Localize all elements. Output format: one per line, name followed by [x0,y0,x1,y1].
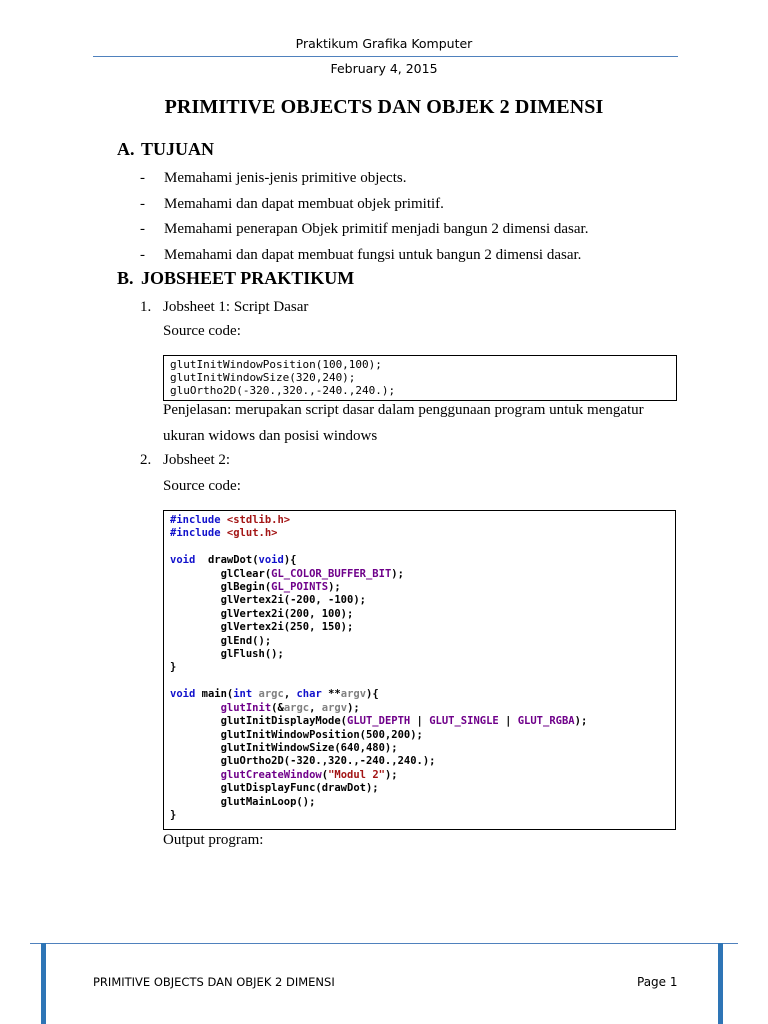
list-item [140,194,588,220]
code-line [170,715,669,728]
footer-left-bar [41,943,46,1024]
code-token [170,769,221,781]
code-token: GL_COLOR_BUFFER_BIT [271,567,392,580]
code-block-2 [163,510,676,830]
section-a-letter: A. [117,139,135,159]
code-line [170,608,669,621]
bullet-marker: - [140,221,145,237]
code-token: #include [170,527,227,540]
footer-right-bar [718,943,723,1024]
code-token: "Modul 2" [328,768,385,781]
code-token: ); [328,581,341,594]
code-token: glFlush(); [170,648,284,661]
code-token: glutCreateWindow [220,768,322,781]
code-token: glutDisplayFunc(drawDot); [170,782,379,795]
jobsheet2-title: Jobsheet 2: [163,452,231,468]
code-token: ); [384,768,398,781]
code-line [170,742,669,755]
code-token: main( [195,688,234,701]
code-token: gluOrtho2D(-320.,320.,-240.,240.); [170,755,436,768]
jobsheet1-explanation-line2: ukuran widows dan posisi windows [163,428,378,444]
code-token: glutInit [220,701,272,714]
code-token: , [309,701,322,714]
code-line [170,796,669,809]
jobsheet1-number: 1. [140,299,152,315]
list-item [140,245,588,271]
code-token: GLUT_DEPTH [347,715,411,728]
objective-text: Memahami dan dapat membuat objek primitif. [164,195,444,212]
code-token: argv [321,701,348,714]
jobsheet2-output-label: Output program: [163,832,264,848]
objective-text: Memahami jenis-jenis primitive objects. [164,170,407,186]
code-token: glutInitDisplayMode( [170,715,348,728]
objective-text: Memahami dan dapat membuat fungsi untuk bangun 2 dimensi dasar. [164,246,582,263]
bullet-marker: - [140,195,145,212]
code-line [170,782,669,795]
code-token: ( [321,768,329,781]
code-line [170,755,669,768]
code-token: ) [283,554,291,567]
code-token: | [410,715,430,728]
footer-rule [30,943,738,944]
code-token: glutMainLoop(); [170,795,316,808]
code-token: GLUT_SINGLE [429,715,499,728]
code-token: argc [283,701,310,714]
code-line [170,527,669,540]
list-item [140,168,588,194]
code-token: glClear( [170,567,272,580]
code-token: argc [258,688,284,701]
code-token: (& [271,701,284,714]
code-line: gluOrtho2D(-320.,320.,-240.,240.); [170,384,396,397]
jobsheet1-source-label: Source code: [163,323,241,339]
code-token: int [233,688,253,701]
code-line [170,581,669,594]
code-line [170,769,669,782]
code-token: GL_POINTS [271,581,329,594]
code-line [170,541,669,554]
code-line [170,554,669,567]
code-token: ** [321,688,341,701]
code-token: glutInitWindowSize(640,480); [170,741,398,754]
jobsheet1-explanation-line1: Penjelasan: merupakan script dasar dalam penggunaan program untuk mengatur [163,402,644,418]
objectives-list [140,168,588,270]
objective-text: Memahami penerapan Objek primitif menjadi bangun 2 dimensi dasar. [164,221,589,237]
code-token: { [290,554,297,567]
page-number: Page 1 [637,975,678,989]
section-b-letter: B. [117,268,134,288]
code-line [170,675,669,688]
document-title: PRIMITIVE OBJECTS DAN OBJEK 2 DIMENSI [164,96,604,118]
jobsheet1-title: Jobsheet 1: Script Dasar [163,299,309,315]
footer-title: PRIMITIVE OBJECTS DAN OBJEK 2 DIMENSI [93,975,335,989]
code-token: #include [170,514,227,526]
code-token: glutInitWindowPosition(500,200); [170,728,423,741]
code-line [170,635,669,648]
code-token: void [170,554,196,567]
code-token: glVertex2i(250, 150); [170,621,354,634]
code-token [170,702,221,714]
code-token: GLUT_RGBA [517,715,575,728]
code-token: ); [391,567,404,580]
code-listing [170,514,669,822]
header-rule [93,56,678,57]
running-header-title: Praktikum Grafika Komputer [295,36,473,51]
section-a-title: TUJUAN [141,139,215,159]
code-token: <stdlib.h> [226,514,291,526]
code-token: , [283,688,297,701]
jobsheet2-number: 2. [140,452,152,468]
code-token: char [296,688,322,701]
code-token: void [170,688,196,701]
code-token: ); [347,701,360,714]
code-line [170,729,669,742]
code-line [170,514,669,527]
bullet-marker: - [140,170,145,186]
code-token: glVertex2i(200, 100); [170,607,354,620]
code-line: glutInitWindowSize(320,240); [170,371,356,384]
code-line [170,621,669,634]
code-token: void [258,554,284,567]
code-token: ); [574,715,588,728]
code-token: drawDot( [195,554,259,567]
list-item [140,219,588,245]
section-a-heading [117,139,214,160]
bullet-marker: - [140,246,145,263]
section-b-heading [117,268,354,289]
code-line: glutInitWindowPosition(100,100); [170,358,382,371]
code-block-1 [163,355,677,401]
code-line [170,702,669,715]
code-token: glVertex2i(-200, -100); [170,594,366,607]
code-token: glEnd(); [170,634,272,647]
code-line [170,661,669,674]
code-token: } [170,808,177,821]
code-line [170,688,669,701]
code-token: | [498,715,518,728]
code-line [170,594,669,607]
code-line [170,568,669,581]
header-date: February 4, 2015 [330,61,438,76]
code-token: } [170,661,177,674]
jobsheet2-source-label: Source code: [163,478,241,494]
code-token: argv [340,688,367,701]
code-line [170,648,669,661]
section-b-title: JOBSHEET PRAKTIKUM [141,268,355,288]
code-line [170,809,669,822]
code-token: glBegin( [170,581,272,594]
code-token: <glut.h> [226,527,278,540]
code-token: ){ [366,688,379,701]
